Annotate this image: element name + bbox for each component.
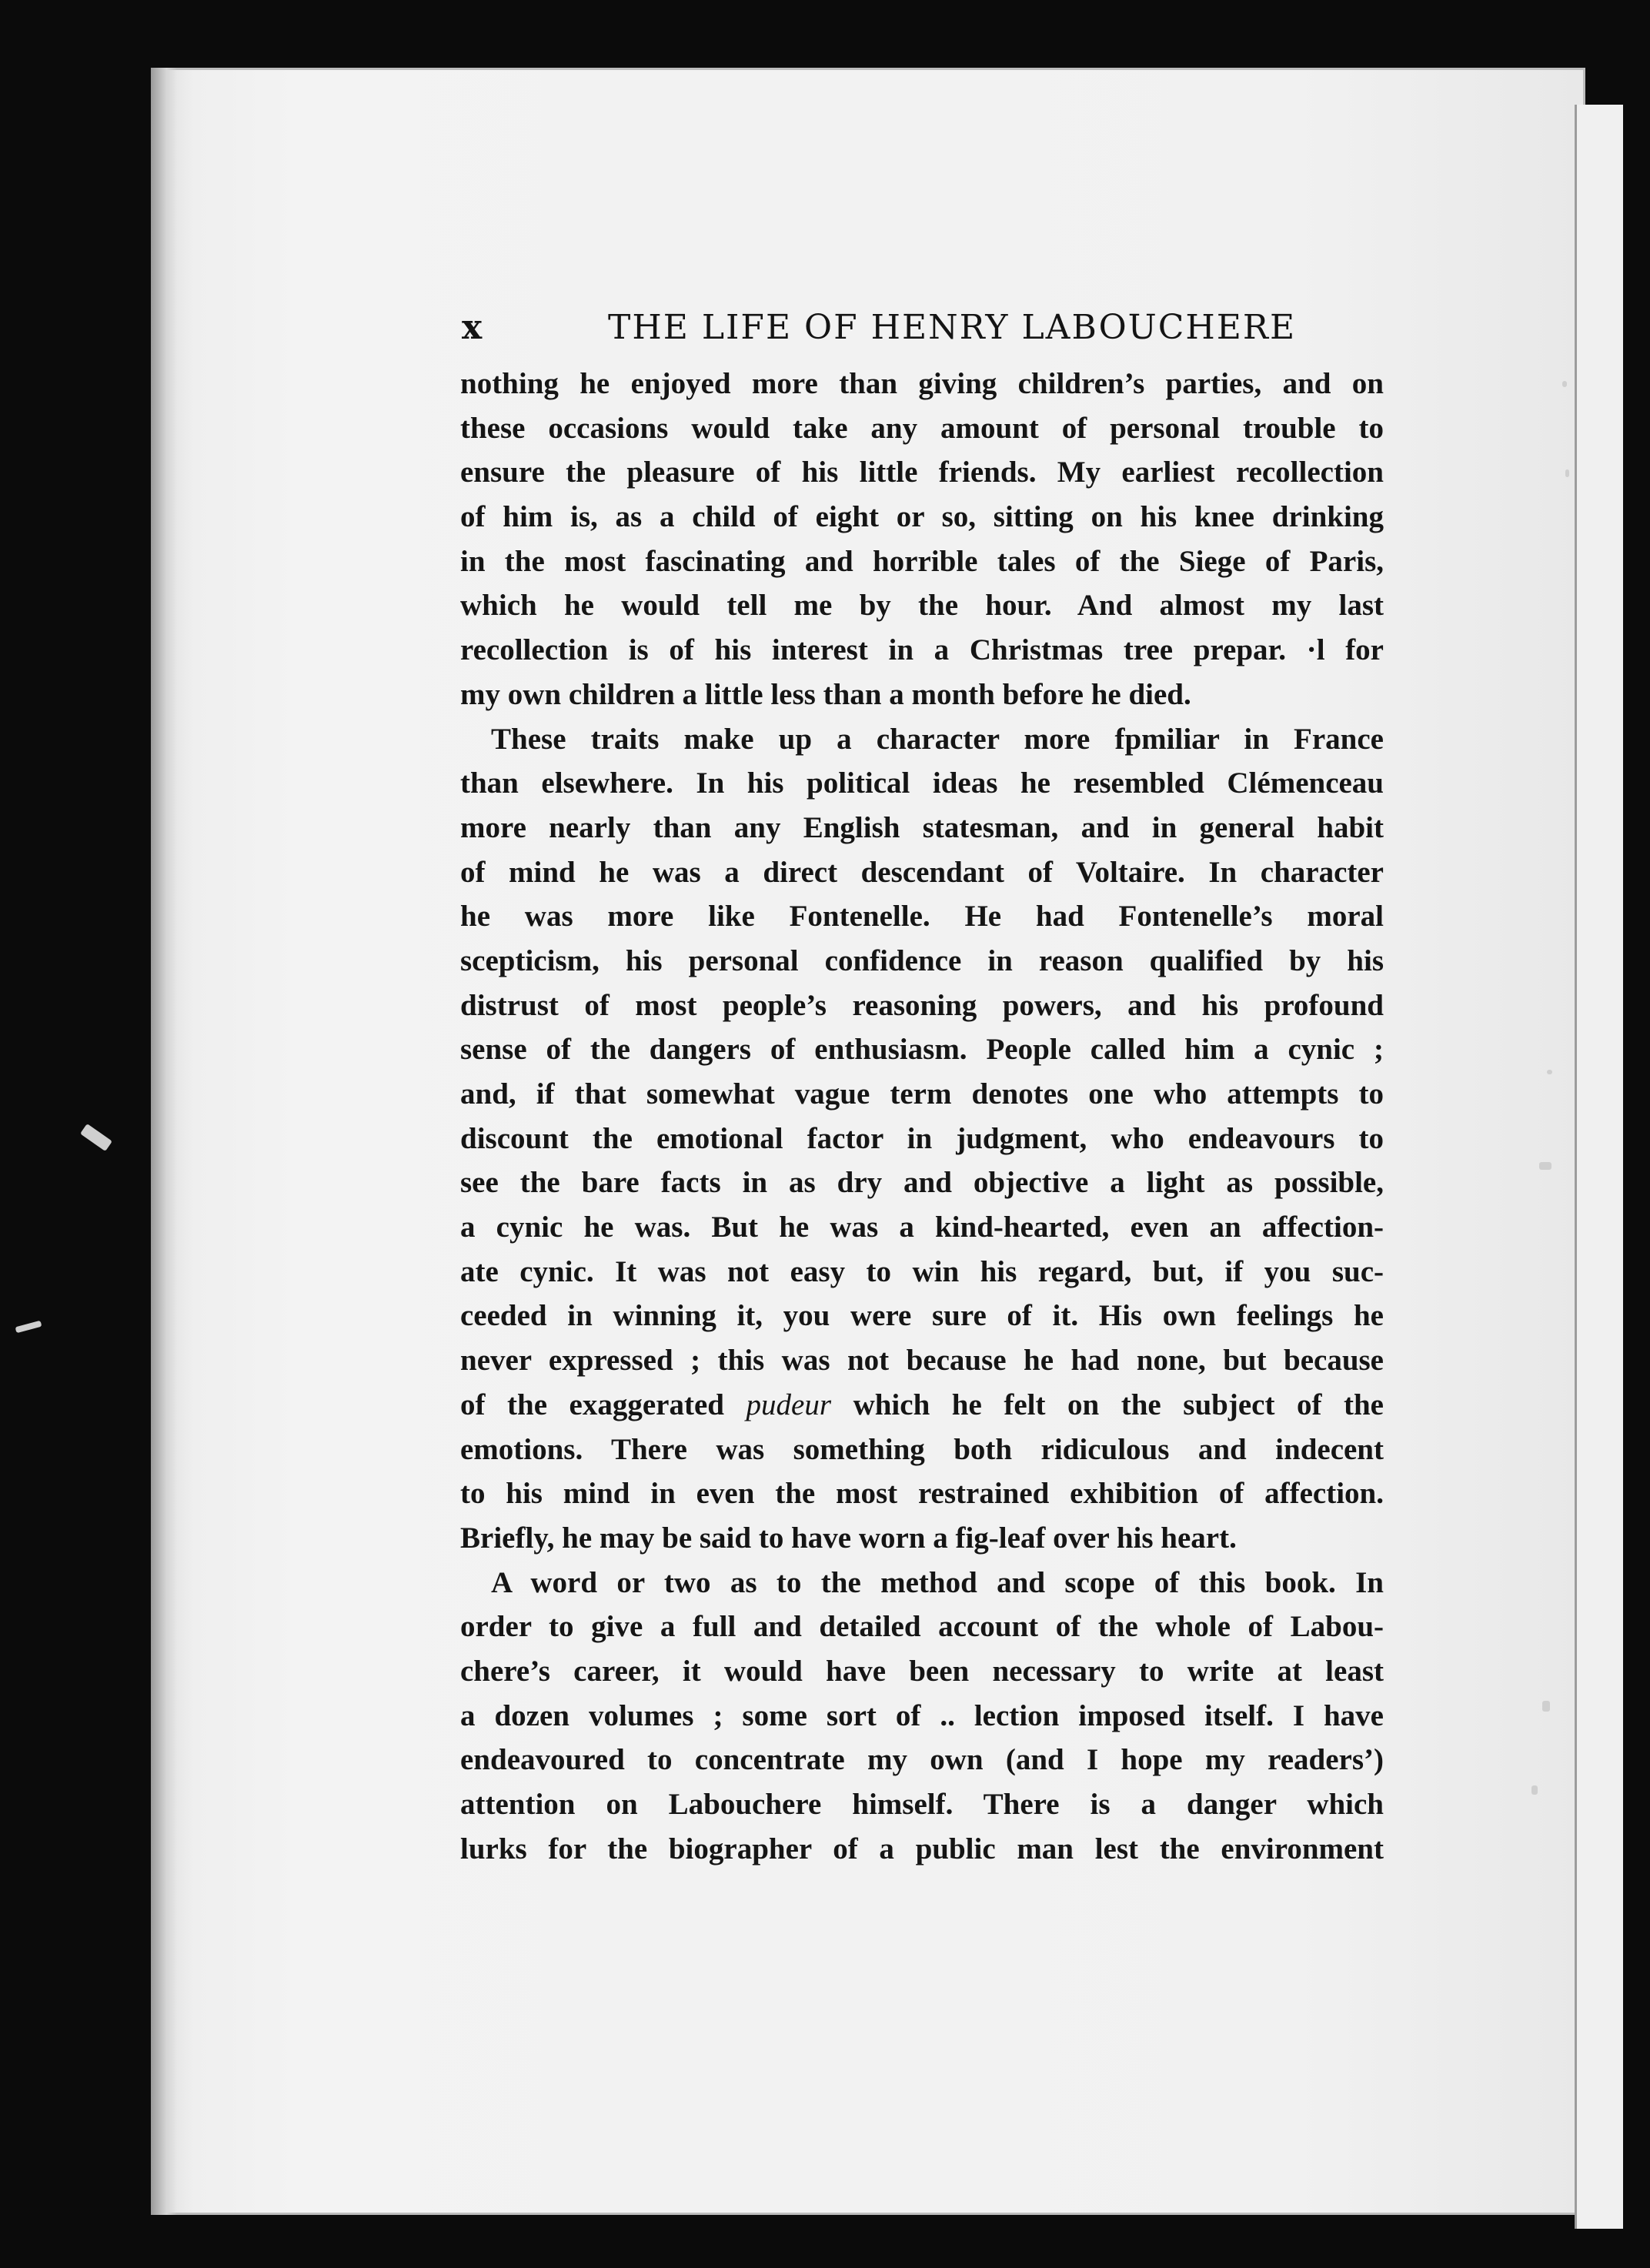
text-line: than elsewhere. In his political ideas he resembled Clémenceau xyxy=(460,767,1384,800)
text-line: nothing he enjoyed more than giving children’s parties, and on xyxy=(460,367,1384,400)
paragraph xyxy=(460,717,1384,1561)
text-line: and, if that somewhat vague term denotes one who attempts to xyxy=(460,1077,1384,1111)
text-line: these occasions would take any amount of personal trouble to xyxy=(460,411,1384,445)
text-line: of the exaggerated pudeur which he felt on the subject of the xyxy=(460,1388,1384,1421)
text-line: which he would tell me by the hour. And almost my last xyxy=(460,589,1384,623)
scan-speck xyxy=(1547,1070,1552,1074)
text-line: chere’s career, it would have been necessary to write at least xyxy=(460,1654,1384,1688)
text-line: Briefly, he may be said to have worn a fig-leaf over his heart. xyxy=(460,1521,1237,1555)
text-line: attention on Labouchere himself. There is a danger which xyxy=(460,1788,1384,1821)
text-line: a dozen volumes ; some sort of .. lection imposed itself. I have xyxy=(460,1698,1384,1732)
running-head xyxy=(462,308,1462,362)
next-page-edge xyxy=(1575,105,1623,2229)
text-line: distrust of most people’s reasoning powers, and his profound xyxy=(460,988,1384,1022)
italic-word: pudeur xyxy=(746,1388,832,1421)
scan-speck xyxy=(1531,1785,1538,1795)
text-line: more nearly than any English statesman, and in general habit xyxy=(460,810,1384,844)
text-line: recollection is of his interest in a Christmas tree prepar. ·l for xyxy=(460,633,1384,667)
text-line: see the bare facts in as dry and objective a light as possible, xyxy=(460,1166,1384,1200)
scan-speck xyxy=(1542,1701,1550,1712)
text-line: A word or two as to the method and scope of this book. In xyxy=(491,1565,1384,1599)
text-line: my own children a little less than a month before he died. xyxy=(460,677,1191,711)
scan-speck xyxy=(15,1321,42,1334)
text-line: of mind he was a direct descendant of Voltaire. In character xyxy=(460,855,1384,889)
text-line: ate cynic. It was not easy to win his regard, but, if you suc- xyxy=(460,1254,1384,1288)
text-line: in the most fascinating and horrible tales of the Siege of Paris, xyxy=(460,544,1384,578)
text-line: a cynic he was. But he was a kind-hearted, even an affection- xyxy=(460,1211,1384,1244)
text-line: sense of the dangers of enthusiasm. People called him a cynic ; xyxy=(460,1033,1384,1067)
scan-speck xyxy=(1562,381,1567,387)
page-gutter-shadow xyxy=(151,68,177,2215)
text-line: he was more like Fontenelle. He had Fontenelle’s moral xyxy=(460,900,1384,934)
text-line: ceeded in winning it, you were sure of it. His own feelings he xyxy=(460,1299,1384,1333)
body-text xyxy=(460,362,1384,1871)
text-line: never expressed ; this was not because he had none, but because xyxy=(460,1344,1384,1378)
running-title: THE LIFE OF HENRY LABOUCHERE xyxy=(608,308,1297,347)
text-line: order to give a full and detailed account of the whole of Labou- xyxy=(460,1610,1384,1644)
text-line: emotions. There was something both ridiculous and indecent xyxy=(460,1432,1384,1466)
scan-speck xyxy=(80,1124,112,1151)
text-line: to his mind in even the most restrained exhibition of affection. xyxy=(460,1477,1384,1511)
page-number: x xyxy=(462,308,484,347)
text-line: scepticism, his personal confidence in reason qualified by his xyxy=(460,944,1384,977)
paragraph xyxy=(460,362,1384,717)
text-line: These traits make up a character more fpmiliar in France xyxy=(491,722,1384,756)
scan-speck xyxy=(1539,1162,1551,1170)
text-line: discount the emotional factor in judgment, who endeavours to xyxy=(460,1121,1384,1155)
text-line: of him is, as a child of eight or so, sitting on his knee drinking xyxy=(460,500,1384,534)
text-line: ensure the pleasure of his little friends. My earliest recollection xyxy=(460,456,1384,489)
paragraph xyxy=(460,1561,1384,1872)
scan-speck xyxy=(1565,469,1569,477)
text-line: lurks for the biographer of a public man lest the environment xyxy=(460,1832,1384,1866)
text-line: endeavoured to concentrate my own (and I hope my readers’) xyxy=(460,1743,1384,1777)
